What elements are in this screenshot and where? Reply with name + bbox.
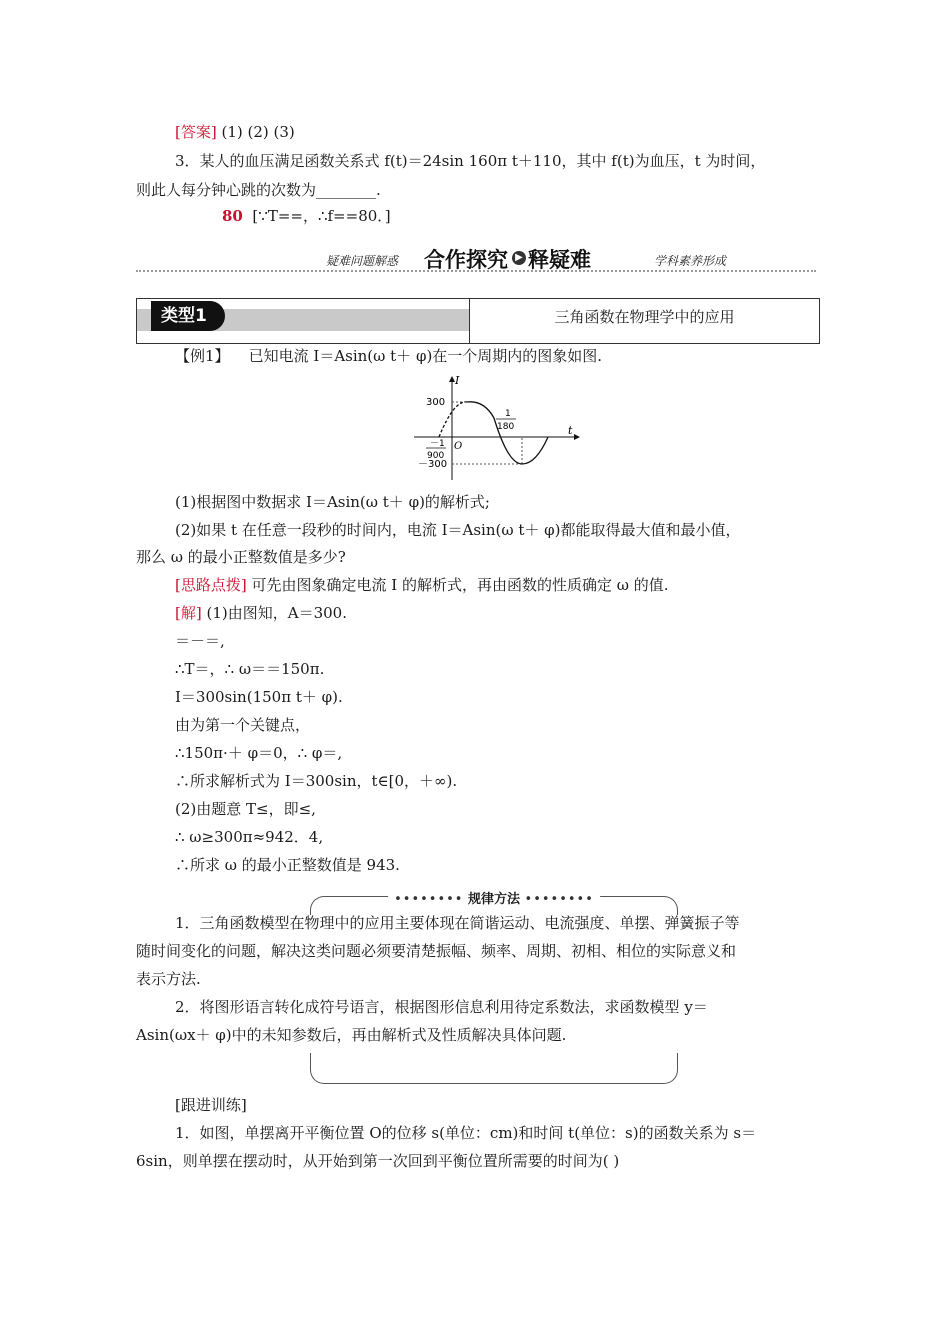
q3-answer-explanation: [∵T==，∴f==80．] — [252, 207, 391, 225]
training-line2: 6sin，则单摆在摆动时，从开始到第一次回到平衡位置所需要的时间为( ) — [136, 1152, 620, 1170]
pos-fraction-den: 180 — [497, 422, 515, 432]
solution-line: ∴T＝，∴ ω＝＝150π. — [175, 660, 325, 678]
type-tab-area — [137, 299, 469, 343]
solution-line: ∴150π·＋ φ＝0，∴ φ＝, — [175, 744, 343, 762]
training-line1: 1．如图，单摆离开平衡位置 O的位移 s(单位：cm)和时间 t(单位：s)的函数关系为 s＝ — [175, 1124, 757, 1142]
q3-line2: 则此人每分钟心跳的次数为________. — [136, 181, 381, 199]
method-p2-line1: 2．将图形语言转化成符号语言，根据图形信息利用待定系数法，求函数模型 y＝ — [175, 998, 708, 1016]
x-axis-label: t — [568, 424, 573, 437]
origin-label: O — [454, 441, 463, 452]
neg-fraction-num: －1 — [430, 439, 445, 449]
method-title: •••••••• 规律方法 •••••••• — [388, 888, 600, 907]
method-p2-line2: Asin(ωx＋ φ)中的未知参数后，再由解析式及性质解决具体问题. — [136, 1026, 567, 1044]
banner-dotted-rule — [136, 270, 816, 272]
banner-main-text-1: 合作探究 — [424, 248, 508, 272]
answer-text: (1) (2) (3) — [216, 123, 295, 141]
q3-line1: 3．某人的血压满足函数关系式 f(t)＝24sin 160π t＋110，其中 f(t)为血压，t 为时间， — [175, 152, 766, 170]
banner-left-text: 疑难问题解惑 — [326, 254, 399, 268]
question-1: (1)根据图中数据求 I＝Asin(ω t＋ φ)的解析式; — [175, 493, 490, 511]
type-title: 三角函数在物理学中的应用 — [554, 308, 735, 326]
curve-segment-1 — [467, 402, 494, 418]
banner-right-text: 学科素养形成 — [654, 254, 727, 268]
solution-line: I＝300sin(150π t＋ φ). — [175, 688, 343, 706]
method-p1-line1: 1．三角函数模型在物理中的应用主要体现在简谐运动、电流强度、单摆、弹簧振子等 — [175, 914, 740, 932]
solution-line: ＝－＝, — [175, 632, 225, 650]
neg-fraction-den: 900 — [427, 451, 445, 461]
example-line — [175, 346, 602, 366]
method-box-bottom-frame — [310, 1053, 678, 1084]
training-label: [跟进训练] — [175, 1096, 247, 1114]
solution-line: (2)由题意 T≤，即≤, — [175, 800, 316, 818]
type-tab-label: 类型1 — [151, 301, 225, 331]
answer-label: [答案] — [175, 123, 217, 141]
example-label: 【例1】 — [175, 347, 230, 365]
solution-first-text: (1)由图知，A＝300. — [201, 604, 347, 622]
solution-line-first — [175, 603, 347, 623]
method-p1-line3: 表示方法. — [136, 970, 201, 988]
method-title-text: 规律方法 — [467, 892, 521, 907]
section-banner — [136, 244, 816, 272]
question-2-line2: 那么 ω 的最小正整数值是多少? — [136, 548, 346, 566]
q3-answer-number: 80 — [222, 207, 243, 225]
q3-answer — [222, 206, 391, 226]
y-axis-label: I — [455, 374, 460, 387]
banner-main-text-2: 释疑难 — [528, 248, 591, 272]
pos-fraction-num: 1 — [505, 409, 511, 419]
solution-line: ∴所求解析式为 I＝300sin，t∈[0，＋∞). — [175, 772, 458, 790]
banner-arrow-icon: ▶ — [512, 251, 526, 265]
x-axis-arrow-icon — [574, 434, 580, 440]
solution-label: [解] — [175, 604, 202, 622]
method-p1-line2: 随时间变化的问题，解决这类问题必须要清楚振幅、频率、周期、初相、相位的实际意义和 — [136, 942, 737, 960]
max-label: 300 — [426, 397, 446, 408]
solution-line: ∴所求 ω 的最小正整数值是 943. — [175, 856, 400, 874]
solution-line: ∴ ω≥300π≈942．4, — [175, 828, 324, 846]
example-text: 已知电流 I＝Asin(ω t＋ φ)在一个周期内的图象如图. — [248, 347, 603, 365]
current-graph — [408, 372, 588, 482]
curve-segment-3 — [522, 437, 548, 464]
solution-line: 由为第一个关键点， — [175, 716, 311, 734]
question-2-line1: (2)如果 t 在任意一段秒的时间内，电流 I＝Asin(ω t＋ φ)都能取得最大值和最小值， — [175, 521, 741, 539]
hint-label: [思路点拨] — [175, 576, 247, 594]
type-header-box — [136, 298, 820, 344]
answer-line — [175, 122, 295, 142]
hint-line — [175, 575, 669, 595]
min-label: －300 — [418, 459, 448, 470]
hint-text: 可先由图象确定电流 I 的解析式，再由函数的性质确定 ω 的值. — [246, 576, 669, 594]
